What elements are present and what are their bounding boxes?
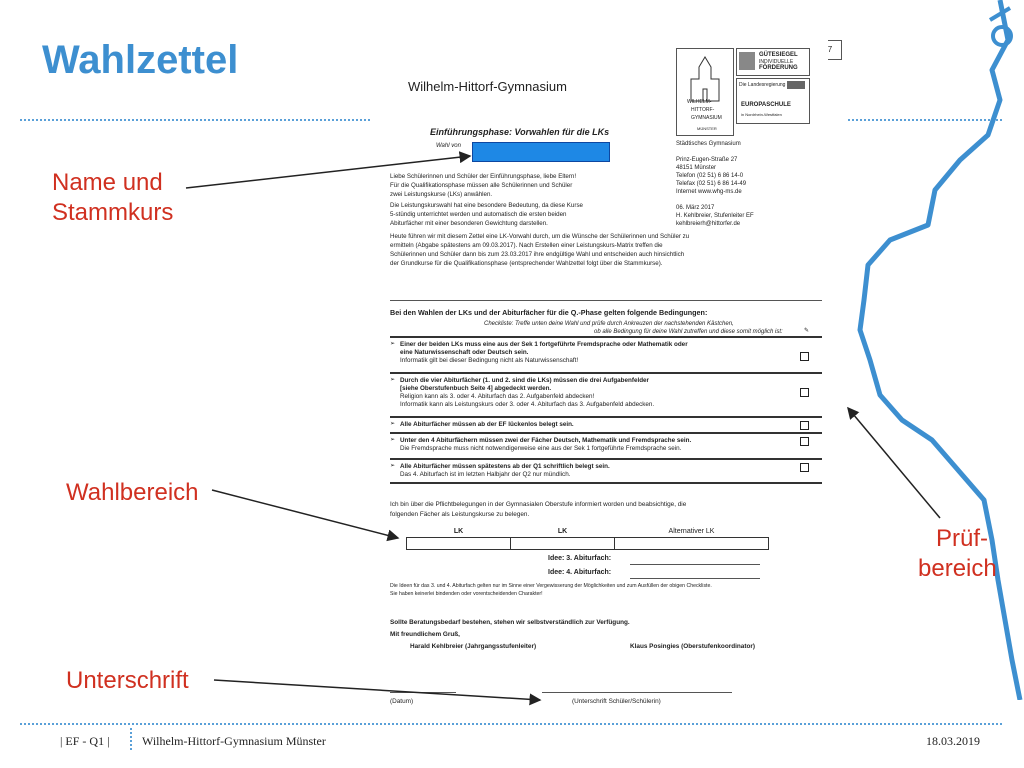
datum-label: (Datum) — [390, 698, 414, 705]
address-line: Telefon (02 51) 6 86 14-0 — [676, 173, 744, 179]
condition-line: Das 4. Abiturfach ist im letzten Halbjahr der Q2 nur mündlich. — [400, 471, 571, 478]
footer-course: | EF - Q1 | — [60, 734, 110, 748]
footer-date: 18.03.2019 — [926, 734, 980, 748]
beratung-text: Sollte Beratungsbedarf bestehen, stehen wir selbstverständlich zur Verfügung. — [390, 619, 630, 626]
seal-line-3: FÖRDERUNG — [759, 65, 798, 71]
ideen-note-1: Die Ideen für das 3. und 4. Abiturfach gelten nur im Sinne einer Vergewisserung der Möglichkeiten und zum Ausfüllen der obigen Checkliste. — [390, 583, 712, 589]
logo-wordmark-2: HITTORF- — [691, 107, 715, 113]
europa-line-1: Die Landesregierung — [739, 82, 786, 88]
intro-line: Heute führen wir mit diesem Zettel eine LK-Vorwahl durch, um die Wünsche der Schülerinnen und Schüler zu — [390, 233, 690, 240]
unterschrift-label: (Unterschrift Schüler/Schülerin) — [572, 698, 661, 705]
intro-line: 5-stündig unterrichtet werden und automatisch die ersten beiden — [390, 211, 567, 218]
condition-line: Einer der beiden LKs muss eine aus der Sek 1 fortgeführte Fremdsprache oder Mathematik oder — [400, 341, 688, 348]
address-line: kehlbreierh@hittorfer.de — [676, 221, 741, 227]
table-header-lk-2: LK — [511, 526, 615, 538]
intro-line: der Grundkurse für die Qualifikationsphase (entsprechender Wahlzettel folgt über die Stammkurse). — [390, 260, 663, 267]
intro-line: Die Leistungskurswahl hat eine besondere Bedeutung, da diese Kurse — [390, 202, 583, 209]
intro-line: Schülerinnen und Schüler dann bis zum 23.03.2017 ihre endgültige Wahl und entscheiden auch hinsichtlich — [390, 251, 685, 258]
condition-line: Religion kann als 3. oder 4. Abiturfach das 2. Aufgabenfeld abdecken! — [400, 393, 595, 400]
europa-line-3: in Nordrhein-Westfalen — [741, 112, 782, 117]
logo-wordmark-3: GYMNASIUM — [691, 115, 722, 121]
condition-line: Informatik kann als Leistungskurs oder 3. oder 4. Abiturfach das 3. Aufgabenfeld abdecken. — [400, 401, 655, 408]
footer-separator — [130, 728, 132, 750]
europa-line-2: EUROPASCHULE — [741, 102, 791, 108]
callout-pruef-1: Prüf- — [936, 525, 989, 552]
table-header-lk-1: LK — [407, 526, 511, 538]
address-line: H. Kehlbreier, Stufenleiter EF — [676, 213, 754, 219]
arrow-pruefbereich — [848, 408, 940, 518]
statement-line-1: Ich bin über die Pflichtbelegungen in der Gymnasialen Oberstufe informiert worden und beabsichtige, die — [390, 501, 687, 508]
bullet-arrow-icon: ➢ — [390, 437, 396, 443]
logo-wordmark-4: MÜNSTER — [697, 126, 717, 131]
callout-name-stammkurs: Name und Stammkurs — [52, 169, 174, 226]
address-line: Telefax (02 51) 6 86 14-49 — [676, 181, 747, 187]
address-line: 06. März 2017 — [676, 205, 715, 211]
page-number-box: 7 — [818, 40, 842, 60]
bullet-arrow-icon: ➢ — [390, 463, 396, 469]
callout-wahlbereich: Wahlbereich — [66, 479, 199, 506]
conditions-heading: Bei den Wahlen der LKs und der Abiturfächer für die Q.-Phase gelten folgende Bedingungen: — [390, 308, 708, 317]
checkliste-line-2: ob alle Bedingung für deine Wahl zutreffen und diese somit möglich ist: — [594, 329, 783, 335]
ideen-note-2: Sie haben keinerlei bindenden oder vorentscheidenden Charakter! — [390, 591, 543, 597]
arrow-wahlbereich — [212, 490, 398, 538]
statement-line-2: folgenden Fächer als Leistungskurse zu belegen. — [390, 511, 530, 518]
address-line: 48151 Münster — [676, 165, 717, 171]
gruss-text: Mit freundlichem Gruß, — [390, 631, 460, 638]
idee-4-label: Idee: 4. Abiturfach: — [548, 569, 612, 576]
condition-line: Alle Abiturfächer müssen ab der EF lückenlos belegt sein. — [400, 421, 574, 428]
signer-2: Klaus Posingies (Oberstufenkoordinator) — [630, 643, 755, 650]
bullet-arrow-icon: ➢ — [390, 341, 396, 347]
address-line: Prinz-Eugen-Straße 27 — [676, 157, 738, 163]
intro-line: ermitteln (Abgabe spätestens am 09.03.2017). Nach Erstellen einer Leistungskurs-Matrix treffen die — [390, 242, 663, 249]
bullet-arrow-icon: ➢ — [390, 421, 396, 427]
condition-line: Durch die vier Abiturfächer (1. und 2. sind die LKs) müssen die drei Aufgabenfelder — [400, 377, 650, 384]
seal-line-1: GÜTESIEGEL — [759, 52, 798, 58]
intro-line: Für die Qualifikationsphase müssen alle Schülerinnen und Schüler — [390, 182, 573, 189]
slide-title: Wahlzettel — [42, 38, 239, 82]
condition-line: Alle Abiturfächer müssen spätestens ab der Q1 schriftlich belegt sein. — [400, 463, 610, 470]
arrow-name — [186, 156, 470, 188]
address-line: Städtisches Gymnasium — [676, 141, 741, 147]
footer-school: Wilhelm-Hittorf-Gymnasium Münster — [142, 734, 326, 748]
school-heading: Wilhelm-Hittorf-Gymnasium — [408, 79, 567, 94]
idee-3-label: Idee: 3. Abiturfach: — [548, 555, 612, 562]
wahl-von-label: Wahl von — [436, 143, 461, 149]
intro-line: Abiturfächer mit einer besonderen Gewichtung darstellen. — [390, 220, 548, 227]
condition-line: eine Naturwissenschaft oder Deutsch sein. — [400, 349, 529, 356]
arrow-unterschrift — [214, 680, 540, 700]
condition-line: Informatik gilt bei dieser Bedingung nicht als Naturwissenschaft! — [400, 357, 579, 364]
phase-heading: Einführungsphase: Vorwahlen für die LKs — [430, 127, 610, 137]
bullet-arrow-icon: ➢ — [390, 377, 396, 383]
signer-1: Harald Kehlbreier (Jahrgangsstufenleiter) — [410, 643, 537, 650]
callout-pruef-2: bereich — [918, 555, 997, 582]
condition-line: Die Fremdsprache muss nicht notwendigerweise eine aus der Sek 1 fortgeführte Fremdsprache sein. — [400, 445, 682, 452]
condition-line: Unter den 4 Abiturfächern müssen zwei der Fächer Deutsch, Mathematik und Fremdsprache sein. — [400, 437, 692, 444]
intro-line: Liebe Schülerinnen und Schüler der Einführungsphase, liebe Eltern! — [390, 173, 577, 180]
tick-mark-icon: ✎ — [804, 328, 810, 334]
logo-wordmark-1: WILHELM- — [687, 99, 712, 105]
checkliste-line-1: Checkliste: Treffe unten deine Wahl und prüfe durch Ankreuzen der nachstehenden Kästchen, — [484, 321, 734, 327]
intro-line: zwei Leistungskurse (LKs) anwählen. — [390, 191, 493, 198]
condition-line: [siehe Oberstufenbuch Seite 4] abgedeckt werden. — [400, 385, 552, 392]
seal-line-2: INDIVIDUELLE — [759, 59, 794, 65]
callout-unterschrift: Unterschrift — [66, 667, 189, 694]
table-header-alt-lk: Alternativer LK — [615, 526, 769, 538]
address-line: Internet www.whg-ms.de — [676, 189, 742, 195]
